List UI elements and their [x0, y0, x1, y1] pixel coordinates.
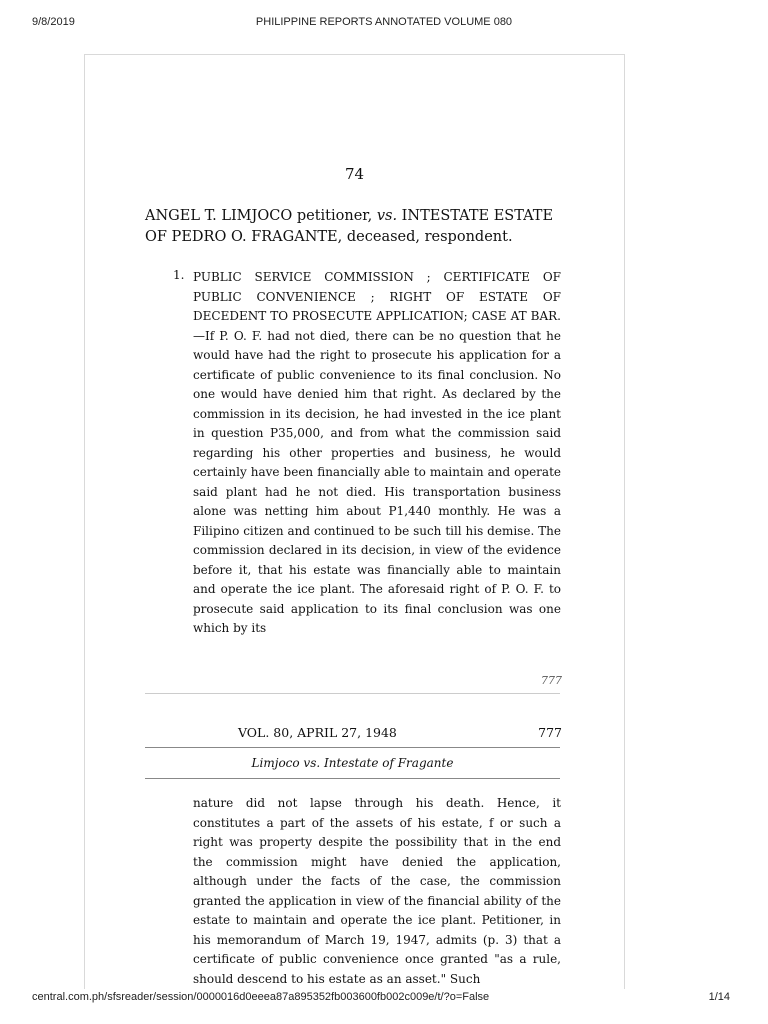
page-divider: [145, 693, 560, 694]
running-page-number: 777: [538, 725, 562, 740]
running-case-title: Limjoco vs. Intestate of Fragante: [251, 756, 454, 770]
petitioner-name: ANGEL T. LIMJOCO: [145, 208, 293, 224]
print-url: central.com.ph/sfsreader/session/0000016d0eeea87a895352fb003600fb002c009e/t/?o=False: [32, 991, 490, 1003]
petitioner-role: petitioner,: [292, 208, 377, 224]
syllabus-paragraph: PUBLIC SERVICE COMMISSION ; CERTIFICATE OF PUBLIC CONVENIENCE ; RIGHT OF ESTATE OF DECEDENT TO PROSECUTE APPLICATION; CASE AT BAR.—If P. O. F. had not died, there can be no question that he would have had the right to prosecute his application for a certificate of public convenience to its final conclusion. No one would have denied him that right. As declared by the commission in its decision, he had invested in the ice plant in question P35,000, and from what the commission said regarding his other properties and business, he would certainly have been financially able to maintain and operate said plant had he not died. His transportation business alone was netting him about P1,440 monthly. He was a Filipino citizen and continued to be such till his demise. The commission declared in its decision, in view of the evidence before it, that his estate was financially able to maintain and operate the ice plant. The aforesaid right of P. O. F. to prosecute said application to its final conclusion was one which by its: [193, 270, 561, 635]
respondent-role: , deceased, respondent.: [337, 229, 513, 245]
document-page: [84, 54, 625, 989]
continuation-paragraph: nature did not lapse through his death. Hence, it constitutes a part of the assets of his estate, f or such a right was property despite the possibility that in the end the commission might have denied the application, although under the facts of the case, the commission granted the application in view of the financial ability of the estate to maintain and operate the ice plant. Petitioner, in his memorandum of March 19, 1947, admits (p. 3) that a certificate of public convenience once granted "as a rule, should descend to his estate as an asset." Such: [193, 796, 561, 986]
print-title: PHILIPPINE REPORTS ANNOTATED VOLUME 080: [255, 16, 513, 28]
running-head: VOL. 80, APRIL 27, 1948: [238, 725, 397, 740]
running-case-rule: [145, 778, 560, 779]
page-number: 74: [344, 165, 365, 183]
respondent-name: INTESTATE ESTATE OF PEDRO O. FRAGANTE: [145, 208, 554, 245]
versus: vs.: [376, 208, 398, 224]
page-reference: 777: [541, 674, 562, 687]
print-page-count: 1/14: [708, 991, 730, 1003]
running-head-rule: [145, 747, 560, 748]
syllabus-number: 1.: [173, 268, 185, 282]
print-date: 9/8/2019: [32, 16, 75, 28]
case-caption: [145, 206, 565, 248]
